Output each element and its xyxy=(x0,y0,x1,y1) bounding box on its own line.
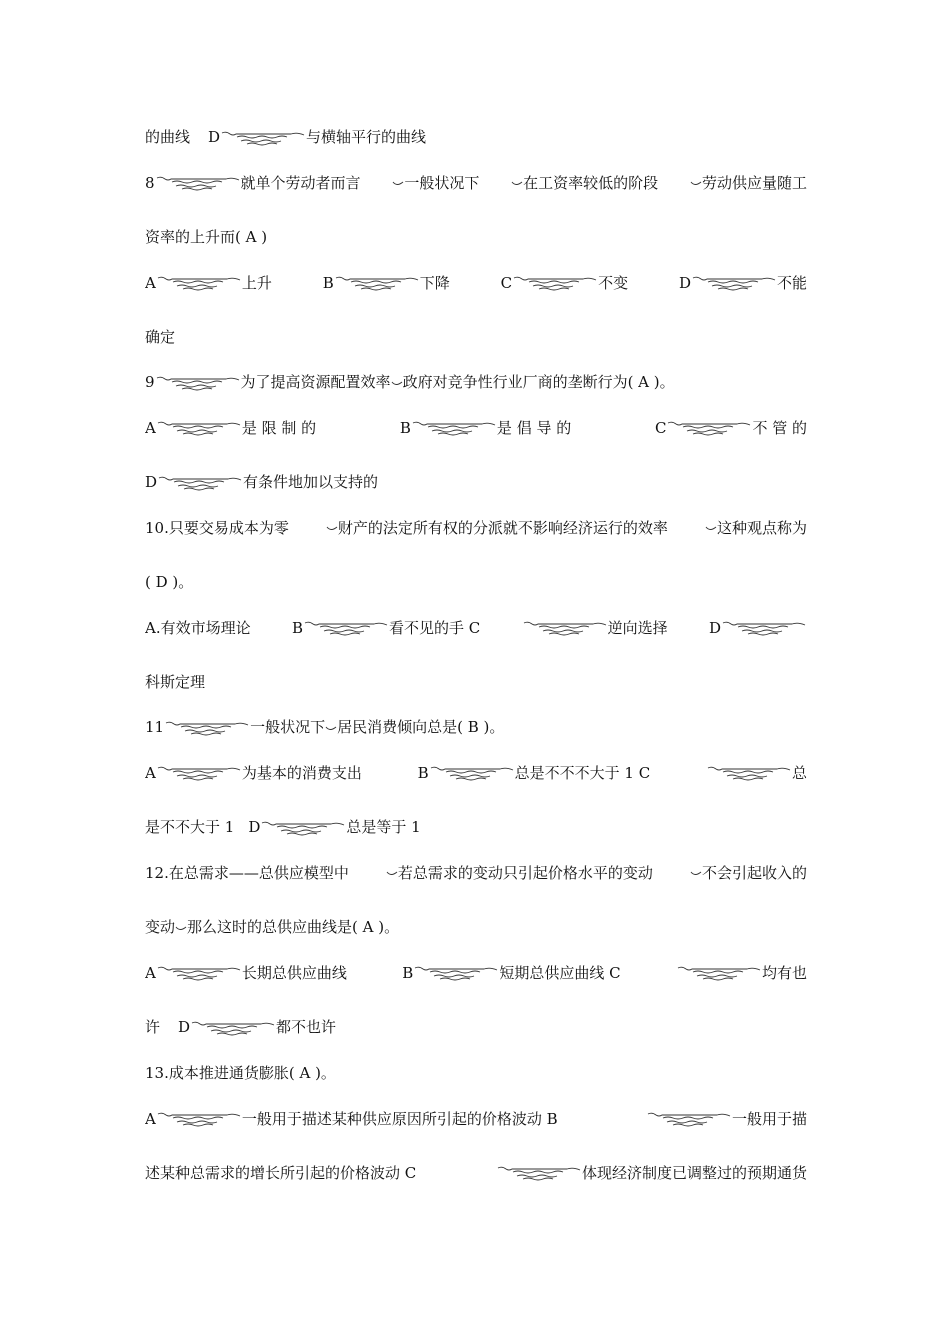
text-run: 政府对竞争性行业厂商的垄断行为( A )。 xyxy=(402,373,675,391)
tick-mark-icon xyxy=(386,866,398,880)
wave-mark-icon xyxy=(513,275,597,291)
question-number: 8 xyxy=(145,174,155,192)
option-text: 总是不不不大于 1 C xyxy=(514,764,651,782)
text-line xyxy=(145,471,807,493)
text-run: 就单个劳动者而言 xyxy=(240,174,361,192)
wave-mark-icon xyxy=(304,620,388,636)
text-line xyxy=(145,226,807,248)
wave-mark-icon xyxy=(156,375,240,391)
option-letter: B xyxy=(291,619,303,637)
option-text: 是 限 制 的 xyxy=(241,419,317,437)
option-text: 科斯定理 xyxy=(145,673,206,691)
wave-mark-icon xyxy=(667,420,751,436)
option-text: 长期总供应曲线 xyxy=(241,964,347,982)
wave-mark-icon xyxy=(191,1020,275,1036)
option-letter: D xyxy=(178,1018,191,1036)
option-text: 许 xyxy=(145,1018,161,1036)
option-text: 是不不大于 1 xyxy=(145,818,235,836)
option-text: 不能 xyxy=(776,274,807,292)
text-line xyxy=(145,326,807,348)
option-text: 逆向选择 xyxy=(607,619,668,637)
text-line xyxy=(145,1108,807,1130)
option-letter: B xyxy=(399,419,411,437)
text-line xyxy=(145,517,807,539)
wave-mark-icon xyxy=(692,275,776,291)
option-letter: D xyxy=(248,818,261,836)
option-letter: A xyxy=(145,419,156,437)
tick-mark-icon xyxy=(325,721,337,735)
wave-mark-icon xyxy=(722,620,806,636)
option-text: 短期总供应曲线 C xyxy=(499,964,621,982)
wave-mark-icon xyxy=(430,765,514,781)
wave-mark-icon xyxy=(157,275,241,291)
text-run: 这种观点称为 xyxy=(716,519,807,537)
question-number: 9 xyxy=(145,373,155,391)
tick-mark-icon xyxy=(705,521,717,535)
option-letter: D xyxy=(708,619,721,637)
option-letter: B xyxy=(417,764,429,782)
option-text: 看不见的手 C xyxy=(388,619,481,637)
option-letter: C xyxy=(654,419,667,437)
question-number: 11 xyxy=(145,718,165,736)
wave-mark-icon xyxy=(412,420,496,436)
tick-mark-icon xyxy=(690,866,702,880)
wave-mark-icon xyxy=(677,965,761,981)
text-run: 13.成本推进通货膨胀( A )。 xyxy=(145,1064,336,1082)
text-run: 资率的上升而( A ) xyxy=(145,228,268,246)
option-letter: B xyxy=(402,964,414,982)
text-run: 在工资率较低的阶段 xyxy=(523,174,659,192)
option-letter: B xyxy=(322,274,334,292)
wave-mark-icon xyxy=(414,965,498,981)
option-text: 是 倡 导 的 xyxy=(496,419,572,437)
wave-mark-icon xyxy=(647,1111,731,1127)
wave-mark-icon xyxy=(158,475,242,491)
wave-mark-icon xyxy=(157,965,241,981)
option-text: 述某种总需求的增长所引起的价格波动 C xyxy=(145,1164,417,1182)
text-run: 为了提高资源配置效率 xyxy=(240,373,391,391)
option-text: 均有也 xyxy=(761,964,807,982)
text-line xyxy=(145,172,807,194)
text-run: 一般状况下 xyxy=(250,718,326,736)
text-line xyxy=(145,816,807,838)
text-run: 与横轴平行的曲线 xyxy=(306,128,427,146)
wave-mark-icon xyxy=(335,275,419,291)
option-text: 为基本的消费支出 xyxy=(241,764,362,782)
option-text: 一般用于描 xyxy=(731,1110,807,1128)
tick-mark-icon xyxy=(392,176,404,190)
text-line xyxy=(145,126,807,148)
option-text: 上升 xyxy=(241,274,272,292)
wave-mark-icon xyxy=(157,420,241,436)
option-letter: D xyxy=(208,128,221,146)
text-line xyxy=(145,571,807,593)
tick-mark-icon xyxy=(511,176,523,190)
option-letter: A xyxy=(145,1110,156,1128)
tick-mark-icon xyxy=(326,521,338,535)
wave-mark-icon xyxy=(261,820,345,836)
option-text: A.有效市场理论 xyxy=(145,619,251,637)
option-letter: A xyxy=(145,764,156,782)
option-text: 体现经济制度已调整过的预期通货 xyxy=(581,1164,807,1182)
text-run: 若总需求的变动只引起价格水平的变动 xyxy=(397,864,653,882)
text-run: 12.在总需求——总供应模型中 xyxy=(145,864,349,882)
wave-mark-icon xyxy=(157,1111,241,1127)
text-run: 劳动供应量随工 xyxy=(701,174,807,192)
wave-mark-icon xyxy=(707,765,791,781)
wave-mark-icon xyxy=(497,1165,581,1181)
option-text: 总 xyxy=(791,764,807,782)
text-line xyxy=(145,916,807,938)
option-text: 一般用于描述某种供应原因所引起的价格波动 B xyxy=(241,1110,558,1128)
option-text: 都不也许 xyxy=(276,1018,337,1036)
option-letter: C xyxy=(500,274,513,292)
wave-mark-icon xyxy=(157,765,241,781)
wave-mark-icon xyxy=(221,130,305,146)
text-run: 变动 xyxy=(145,918,176,936)
option-text: 有条件地加以支持的 xyxy=(243,473,379,491)
text-run: 居民消费倾向总是( B )。 xyxy=(337,718,505,736)
text-line xyxy=(145,272,807,294)
tick-mark-icon xyxy=(175,921,187,935)
text-run: 的曲线 xyxy=(145,128,191,146)
option-text: 不变 xyxy=(598,274,629,292)
text-line xyxy=(145,1162,807,1184)
text-line xyxy=(145,617,807,639)
wave-mark-icon xyxy=(523,620,607,636)
tick-mark-icon xyxy=(690,176,702,190)
option-letter: A xyxy=(145,274,156,292)
text-line xyxy=(145,671,807,693)
text-line xyxy=(145,962,807,984)
text-run: 财产的法定所有权的分派就不影响经济运行的效率 xyxy=(337,519,668,537)
tick-mark-icon xyxy=(391,376,403,390)
option-text: 下降 xyxy=(419,274,450,292)
text-run: 10.只要交易成本为零 xyxy=(145,519,289,537)
text-line xyxy=(145,1062,807,1084)
text-line xyxy=(145,417,807,439)
wave-mark-icon xyxy=(165,720,249,736)
option-letter: D xyxy=(145,473,158,491)
text-line xyxy=(145,371,807,393)
wave-mark-icon xyxy=(156,175,240,191)
option-text: 总是等于 1 xyxy=(346,818,421,836)
text-line xyxy=(145,1016,807,1038)
text-run: ( D )。 xyxy=(145,573,194,591)
text-line xyxy=(145,716,807,738)
text-run: 那么这时的总供应曲线是( A )。 xyxy=(187,918,400,936)
text-run: 确定 xyxy=(145,328,176,346)
text-line xyxy=(145,862,807,884)
option-text: 不 管 的 xyxy=(752,419,807,437)
option-letter: D xyxy=(678,274,691,292)
text-run: 一般状况下 xyxy=(404,174,480,192)
option-letter: A xyxy=(145,964,156,982)
text-run: 不会引起收入的 xyxy=(701,864,807,882)
text-line xyxy=(145,762,807,784)
